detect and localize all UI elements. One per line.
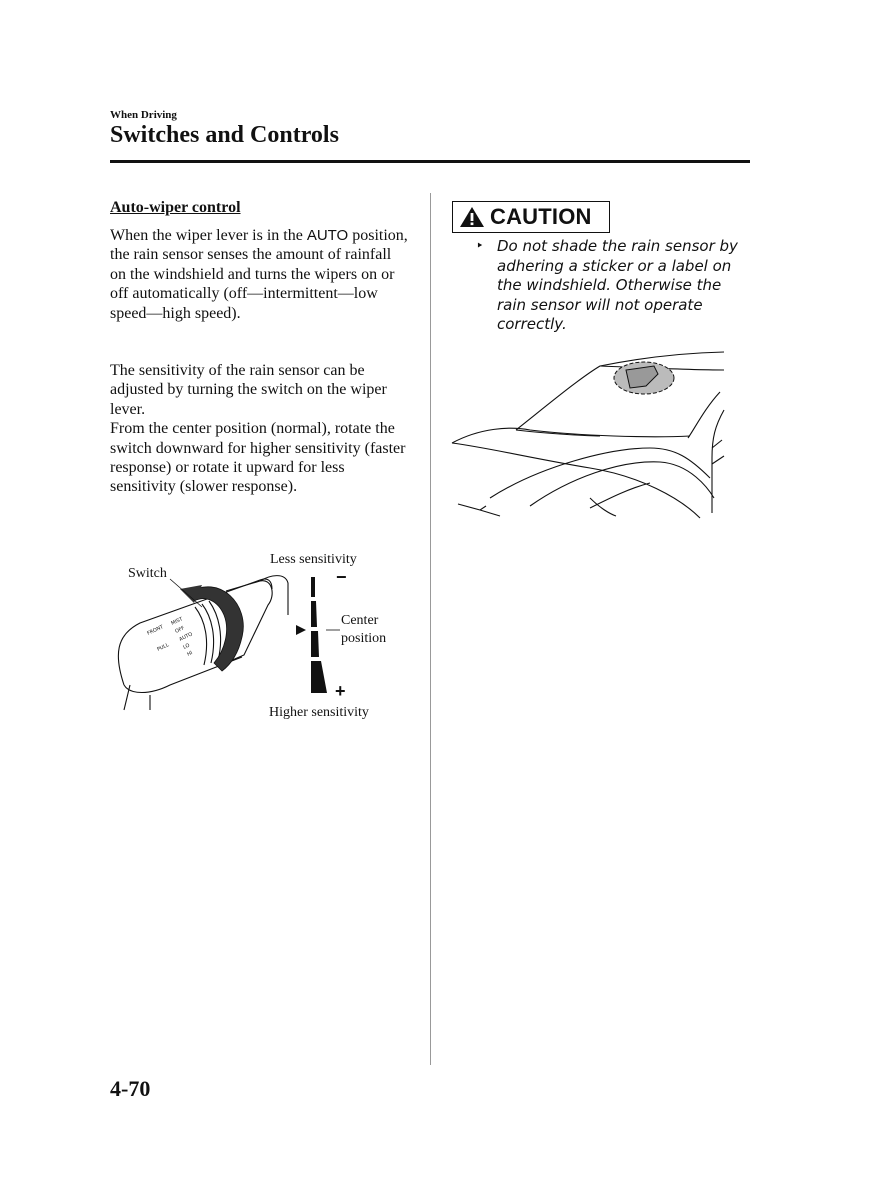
warning-triangle-icon xyxy=(459,206,485,228)
auto-word: AUTO xyxy=(306,227,349,244)
wiper-lever-figure xyxy=(110,545,410,730)
scale-segment xyxy=(311,631,319,657)
center-pointer-icon xyxy=(296,625,306,635)
sensitivity-scale xyxy=(296,575,340,693)
marking-front: FRONT xyxy=(146,624,165,637)
plus-symbol: + xyxy=(335,681,346,701)
subheading-auto-wiper: Auto-wiper control xyxy=(110,199,241,216)
paragraph-sensitivity-rotate: From the center position (normal), rotate the switch downward for higher sensitivity (faster response) or rotate it upward for less sensitivity (slower response). xyxy=(110,420,406,496)
paragraph-sensitivity xyxy=(110,361,410,497)
windshield-rain-sensor-figure xyxy=(450,348,730,520)
column-divider xyxy=(430,193,431,1065)
marking-auto: AUTO xyxy=(178,631,194,643)
lever-markings xyxy=(146,616,193,658)
page-title: Switches and Controls xyxy=(110,122,339,148)
paragraph-sensitivity-adjust: The sensitivity of the rain sensor can be adjusted by turning the switch on the wiper lever. xyxy=(110,362,387,418)
caution-item xyxy=(476,237,751,335)
marking-pull: PULL xyxy=(156,642,170,653)
scale-segment xyxy=(311,601,317,627)
caution-box xyxy=(452,201,610,233)
caution-label: CAUTION xyxy=(490,204,592,229)
arrow-bullet-icon: ‣ xyxy=(476,239,484,254)
car-windshield-illustration xyxy=(452,352,724,518)
marking-lo: LO xyxy=(182,642,191,651)
label-less-sensitivity: Less sensitivity xyxy=(270,552,357,567)
scale-segment xyxy=(311,577,315,597)
header-rule xyxy=(110,160,750,163)
page-number: 4-70 xyxy=(110,1076,151,1101)
label-center-line1: Center xyxy=(341,613,379,628)
label-center-line2: position xyxy=(341,631,387,646)
label-switch: Switch xyxy=(128,566,167,581)
label-higher-sensitivity: Higher sensitivity xyxy=(269,705,369,720)
paragraph-suffix: position, the rain sensor senses the amount of rainfall on the windshield and turns the wipers on or off automatically (off—intermittent—low speed—high speed). xyxy=(110,227,408,322)
paragraph-prefix: When the wiper lever is in the xyxy=(110,227,307,244)
paragraph-auto-position xyxy=(110,226,410,323)
marking-mist: MIST xyxy=(170,616,184,627)
minus-symbol: − xyxy=(336,567,347,587)
scale-segment xyxy=(311,661,327,693)
section-label: When Driving xyxy=(110,109,177,121)
caution-text: Do not shade the rain sensor by adhering a sticker or a label on the windshield. Otherwise the rain sensor will not operate correctly. xyxy=(497,237,738,333)
marking-hi: HI xyxy=(186,650,194,658)
marking-off: OFF xyxy=(174,625,186,635)
